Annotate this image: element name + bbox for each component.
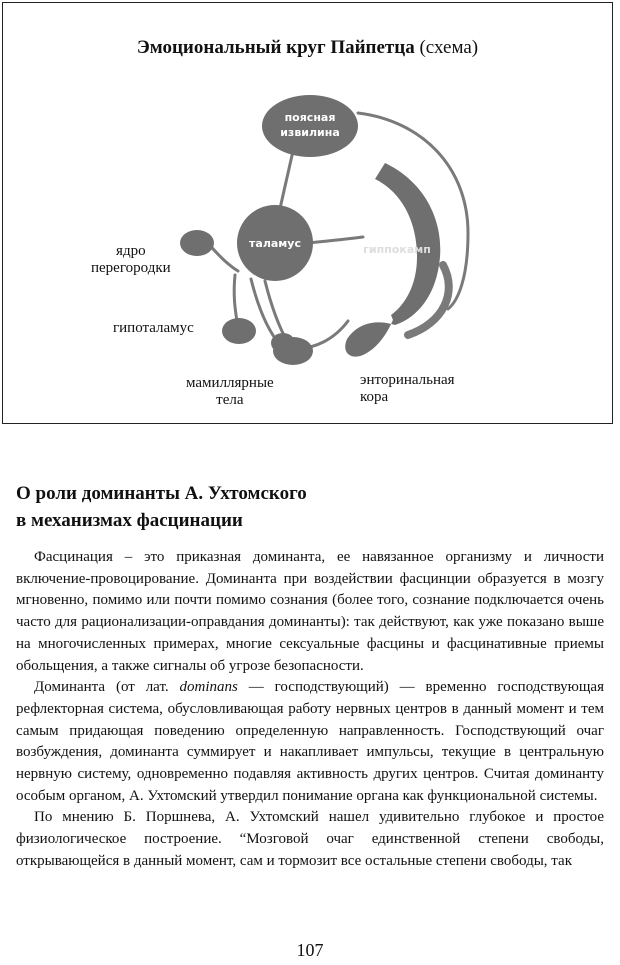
cingulate-label-1: поясная bbox=[284, 111, 336, 124]
papez-circuit-diagram bbox=[3, 3, 614, 425]
mamillary-bodies-node-2 bbox=[271, 333, 295, 353]
entorhinal-label bbox=[360, 372, 455, 406]
cingulate-label-2: извилина bbox=[280, 126, 340, 139]
paragraph-3: По мнению Б. Поршнева, А. Ухтомский нашел удивительно глубокое и простое физиологическое построение. “Мозговой очаг единственной степени свободы, открывающейся в данный момент, сам и тормозит все остальные степени свободы, так bbox=[16, 809, 604, 869]
paragraph-2: Доминанта (от лат. dominans — господствующий) — временно господствующая рефлекторная система, обусловливающая работу нервных центров в данный момент и тем самым придающая поведению определенную направленность. Господствующий очаг возбуждения, доминанта суммирует и накапливает импульсы, текущие в центральную нервную систему, одновременно подавляя активность других центров. Считая доминанту особым органом, А. Ухтомский утвердил понимание органа как функциональной системы. bbox=[16, 679, 604, 804]
path-thalamus-hippocampus bbox=[308, 237, 363, 243]
thalamus-label: таламус bbox=[249, 237, 301, 250]
hypothalamus-node bbox=[222, 318, 256, 344]
figure-title-bold: Эмоциональный круг Пайпетца bbox=[136, 37, 415, 58]
septal-label-line-2: перегородки bbox=[91, 260, 171, 276]
path-thalamus-hypothalamus bbox=[234, 275, 237, 321]
mamillary-label-line-2: тела bbox=[216, 392, 244, 408]
paragraph-1: Фасцинация – это приказная доминанта, ее навязанное организму и личности включение-провоцирование. Доминанта при воздействии фасцинции образуется в мозгу мгновенно, помимо или почти помимо сознания (более того, сознание подключается очень часто для рационализации-оправдания доминанты): так действуют, как уже показано выше на многочисленных примерах, многие сексуальные фасцины и фасцинативные приемы обольщения, а также сигналы об угрозе безопасности. bbox=[16, 549, 604, 674]
septal-label-line-1: ядро bbox=[116, 243, 146, 259]
hippocampus-label: гиппокамп bbox=[363, 243, 431, 256]
entorhinal-label-line-2: кора bbox=[360, 389, 389, 405]
section-heading bbox=[16, 480, 576, 534]
page-number: 107 bbox=[296, 940, 324, 960]
entorhinal-label-line-1: энторинальная bbox=[360, 372, 455, 388]
figure-title-normal: (схема) bbox=[419, 37, 479, 58]
mamillary-label bbox=[186, 375, 274, 409]
hippocampus-tail-shape bbox=[345, 315, 395, 357]
figure-frame bbox=[2, 2, 613, 424]
heading-line-2: в механизмах фасцинации bbox=[16, 510, 243, 531]
body-text bbox=[16, 547, 604, 873]
septal-nucleus-label bbox=[91, 243, 171, 277]
mamillary-label-line-1: мамиллярные bbox=[186, 375, 274, 391]
heading-line-1: О роли доминанты А. Ухтомского bbox=[16, 483, 307, 504]
septal-nucleus-node bbox=[180, 230, 214, 256]
hypothalamus-label: гипоталамус bbox=[113, 320, 194, 336]
